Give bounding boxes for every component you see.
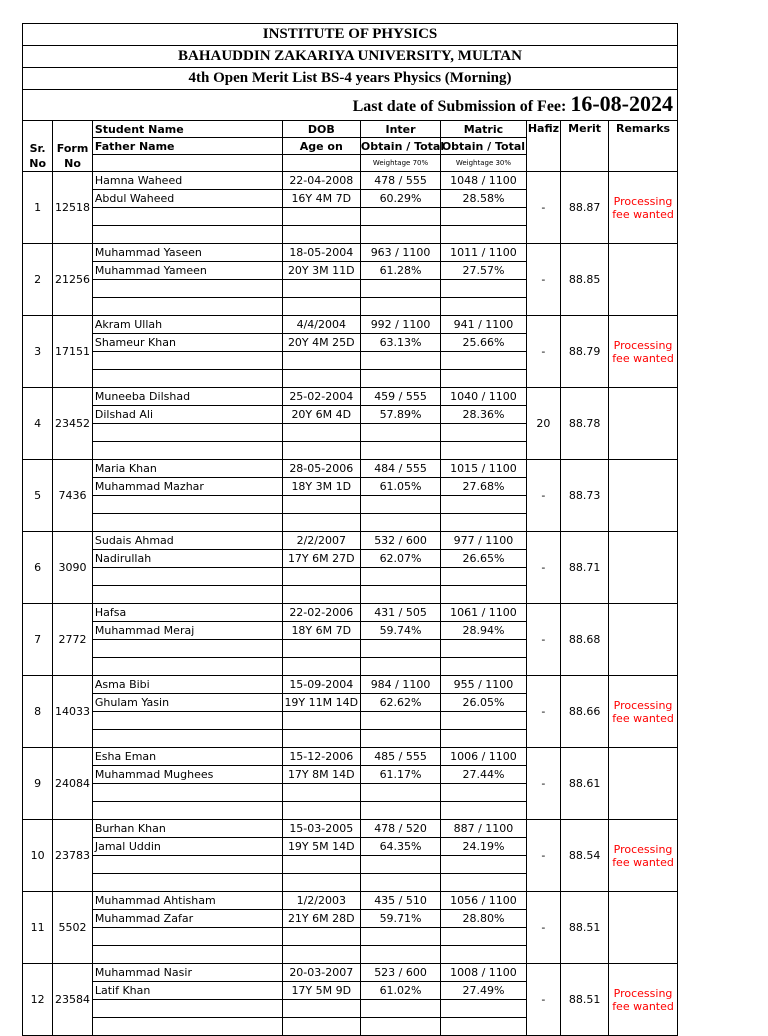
remarks-cell: Processing fee wanted: [609, 172, 678, 244]
merit-cell: 88.73: [561, 460, 609, 532]
remarks-cell: [609, 748, 678, 820]
inter-cell: 523 / 600: [360, 964, 440, 982]
sr-cell: 12: [23, 964, 53, 1036]
form-cell: 21256: [53, 244, 93, 316]
table-row: [23, 964, 678, 982]
student-name-cell: Akram Ullah: [92, 316, 282, 334]
sr-cell: 5: [23, 460, 53, 532]
age-cell: 17Y 6M 27D: [282, 550, 360, 568]
remarks-cell: Processing fee wanted: [609, 316, 678, 388]
matric-percent-cell: 27.44%: [441, 766, 527, 784]
matric-weightage: Weightage 30%: [441, 155, 527, 172]
inter-percent-cell: 62.62%: [360, 694, 440, 712]
father-name-cell: Nadirullah: [92, 550, 282, 568]
hafiz-cell: -: [526, 532, 560, 604]
sr-cell: 6: [23, 532, 53, 604]
form-cell: 12518: [53, 172, 93, 244]
age-cell: 16Y 4M 7D: [282, 190, 360, 208]
merit-cell: 88.79: [561, 316, 609, 388]
merit-list-sheet: [22, 23, 678, 1013]
inter-percent-cell: 59.71%: [360, 910, 440, 928]
hafiz-cell: -: [526, 316, 560, 388]
form-cell: 2772: [53, 604, 93, 676]
father-name-cell: Latif Khan: [92, 982, 282, 1000]
matric-cell: 1048 / 1100: [441, 172, 527, 190]
inter-percent-cell: 61.02%: [360, 982, 440, 1000]
merit-cell: 88.54: [561, 820, 609, 892]
age-cell: 20Y 6M 4D: [282, 406, 360, 424]
sr-cell: 7: [23, 604, 53, 676]
col-hafiz-header: Hafiz: [526, 121, 560, 172]
inter-weightage: Weightage 70%: [360, 155, 440, 172]
list-title: 4th Open Merit List BS-4 years Physics (Morning): [23, 68, 678, 90]
dob-cell: 2/2/2007: [282, 532, 360, 550]
col-matric-sub-header: Obtain / Total: [441, 139, 526, 153]
form-cell: 14033: [53, 676, 93, 748]
table-row: [23, 244, 678, 262]
dob-cell: 22-02-2006: [282, 604, 360, 622]
dob-cell: 20-03-2007: [282, 964, 360, 982]
dob-cell: 15-03-2005: [282, 820, 360, 838]
father-name-cell: Muhammad Mughees: [92, 766, 282, 784]
form-cell: 23452: [53, 388, 93, 460]
dob-cell: 28-05-2006: [282, 460, 360, 478]
col-father-header: Father Name: [92, 138, 282, 155]
age-cell: 17Y 5M 9D: [282, 982, 360, 1000]
matric-percent-cell: 28.94%: [441, 622, 527, 640]
father-name-cell: Abdul Waheed: [92, 190, 282, 208]
student-name-cell: Esha Eman: [92, 748, 282, 766]
inter-cell: 431 / 505: [360, 604, 440, 622]
col-inter-sub-header: Obtain / Total: [360, 139, 445, 153]
table-row: [23, 676, 678, 694]
matric-percent-cell: 28.36%: [441, 406, 527, 424]
form-cell: 3090: [53, 532, 93, 604]
merit-cell: 88.71: [561, 532, 609, 604]
dob-cell: 1/2/2003: [282, 892, 360, 910]
dob-cell: 18-05-2004: [282, 244, 360, 262]
student-name-cell: Asma Bibi: [92, 676, 282, 694]
merit-cell: 88.66: [561, 676, 609, 748]
inter-percent-cell: 57.89%: [360, 406, 440, 424]
inter-cell: 478 / 520: [360, 820, 440, 838]
col-age-header: Age on: [282, 138, 360, 155]
father-name-cell: Muhammad Zafar: [92, 910, 282, 928]
col-student-header: Student Name: [92, 121, 282, 138]
matric-cell: 1015 / 1100: [441, 460, 527, 478]
matric-cell: 1040 / 1100: [441, 388, 527, 406]
matric-cell: 1006 / 1100: [441, 748, 527, 766]
dob-cell: 25-02-2004: [282, 388, 360, 406]
remarks-cell: [609, 604, 678, 676]
inter-cell: 485 / 555: [360, 748, 440, 766]
col-inter-header: Inter: [360, 121, 440, 138]
remarks-cell: [609, 244, 678, 316]
father-name-cell: Muhammad Yameen: [92, 262, 282, 280]
matric-cell: 941 / 1100: [441, 316, 527, 334]
institute-title: INSTITUTE OF PHYSICS: [23, 24, 678, 46]
matric-cell: 955 / 1100: [441, 676, 527, 694]
dob-cell: 4/4/2004: [282, 316, 360, 334]
university-title: BAHAUDDIN ZAKARIYA UNIVERSITY, MULTAN: [23, 46, 678, 68]
inter-cell: 532 / 600: [360, 532, 440, 550]
sr-cell: 10: [23, 820, 53, 892]
sr-cell: 4: [23, 388, 53, 460]
father-name-cell: Muhammad Meraj: [92, 622, 282, 640]
sr-cell: 3: [23, 316, 53, 388]
hafiz-cell: -: [526, 820, 560, 892]
hafiz-cell: 20: [526, 388, 560, 460]
matric-percent-cell: 28.80%: [441, 910, 527, 928]
matric-percent-cell: 27.57%: [441, 262, 527, 280]
inter-cell: 435 / 510: [360, 892, 440, 910]
remarks-cell: [609, 460, 678, 532]
col-dob-header: DOB: [282, 121, 360, 138]
student-name-cell: Muhammad Nasir: [92, 964, 282, 982]
inter-percent-cell: 61.17%: [360, 766, 440, 784]
matric-cell: 887 / 1100: [441, 820, 527, 838]
form-cell: 23783: [53, 820, 93, 892]
age-cell: 19Y 11M 14D: [282, 694, 360, 712]
merit-cell: 88.61: [561, 748, 609, 820]
age-cell: 18Y 6M 7D: [282, 622, 360, 640]
table-row: [23, 172, 678, 190]
merit-cell: 88.68: [561, 604, 609, 676]
inter-cell: 992 / 1100: [360, 316, 440, 334]
father-name-cell: Muhammad Mazhar: [92, 478, 282, 496]
col-merit-header: Merit: [561, 121, 609, 172]
inter-cell: 459 / 555: [360, 388, 440, 406]
age-cell: 17Y 8M 14D: [282, 766, 360, 784]
table-row: [23, 316, 678, 334]
student-name-cell: Burhan Khan: [92, 820, 282, 838]
hafiz-cell: -: [526, 244, 560, 316]
table-row: [23, 748, 678, 766]
student-name-cell: Muhammad Ahtisham: [92, 892, 282, 910]
matric-percent-cell: 27.68%: [441, 478, 527, 496]
inter-percent-cell: 60.29%: [360, 190, 440, 208]
age-cell: 21Y 6M 28D: [282, 910, 360, 928]
matric-cell: 1011 / 1100: [441, 244, 527, 262]
table-row: [23, 388, 678, 406]
fee-label: Last date of Submission of Fee:: [352, 98, 567, 115]
sr-cell: 2: [23, 244, 53, 316]
inter-percent-cell: 63.13%: [360, 334, 440, 352]
age-cell: 18Y 3M 1D: [282, 478, 360, 496]
matric-percent-cell: 24.19%: [441, 838, 527, 856]
student-name-cell: Muhammad Yaseen: [92, 244, 282, 262]
matric-percent-cell: 26.65%: [441, 550, 527, 568]
form-cell: 17151: [53, 316, 93, 388]
remarks-cell: Processing fee wanted: [609, 964, 678, 1036]
age-cell: 20Y 3M 11D: [282, 262, 360, 280]
remarks-cell: [609, 892, 678, 964]
hafiz-cell: -: [526, 460, 560, 532]
age-cell: 20Y 4M 25D: [282, 334, 360, 352]
hafiz-cell: -: [526, 676, 560, 748]
col-sr-header: Sr. No: [23, 121, 53, 172]
father-name-cell: Jamal Uddin: [92, 838, 282, 856]
col-matric-header: Matric: [441, 121, 527, 138]
matric-percent-cell: 26.05%: [441, 694, 527, 712]
inter-percent-cell: 59.74%: [360, 622, 440, 640]
student-name-cell: Maria Khan: [92, 460, 282, 478]
col-remarks-header: Remarks: [609, 121, 678, 172]
inter-percent-cell: 61.05%: [360, 478, 440, 496]
sr-cell: 1: [23, 172, 53, 244]
form-cell: 24084: [53, 748, 93, 820]
matric-percent-cell: 27.49%: [441, 982, 527, 1000]
hafiz-cell: -: [526, 748, 560, 820]
sr-cell: 9: [23, 748, 53, 820]
fee-deadline: [23, 90, 678, 121]
col-form-header: Form No: [53, 121, 93, 172]
father-name-cell: Ghulam Yasin: [92, 694, 282, 712]
age-cell: 19Y 5M 14D: [282, 838, 360, 856]
merit-cell: 88.87: [561, 172, 609, 244]
sr-cell: 11: [23, 892, 53, 964]
student-name-cell: Hamna Waheed: [92, 172, 282, 190]
student-name-cell: Sudais Ahmad: [92, 532, 282, 550]
table-row: [23, 820, 678, 838]
inter-percent-cell: 61.28%: [360, 262, 440, 280]
fee-date: 16-08-2024: [570, 91, 673, 116]
remarks-cell: [609, 388, 678, 460]
merit-cell: 88.51: [561, 892, 609, 964]
sr-cell: 8: [23, 676, 53, 748]
father-name-cell: Dilshad Ali: [92, 406, 282, 424]
dob-cell: 15-12-2006: [282, 748, 360, 766]
matric-cell: 1008 / 1100: [441, 964, 527, 982]
inter-cell: 478 / 555: [360, 172, 440, 190]
matric-cell: 1061 / 1100: [441, 604, 527, 622]
remarks-cell: Processing fee wanted: [609, 820, 678, 892]
student-name-cell: Hafsa: [92, 604, 282, 622]
inter-cell: 984 / 1100: [360, 676, 440, 694]
father-name-cell: Shameur Khan: [92, 334, 282, 352]
dob-cell: 15-09-2004: [282, 676, 360, 694]
hafiz-cell: -: [526, 964, 560, 1036]
inter-cell: 963 / 1100: [360, 244, 440, 262]
form-cell: 7436: [53, 460, 93, 532]
matric-percent-cell: 28.58%: [441, 190, 527, 208]
merit-cell: 88.51: [561, 964, 609, 1036]
hafiz-cell: -: [526, 604, 560, 676]
matric-percent-cell: 25.66%: [441, 334, 527, 352]
student-name-cell: Muneeba Dilshad: [92, 388, 282, 406]
matric-cell: 977 / 1100: [441, 532, 527, 550]
dob-cell: 22-04-2008: [282, 172, 360, 190]
remarks-cell: Processing fee wanted: [609, 676, 678, 748]
merit-list-table: [22, 23, 678, 1036]
form-cell: 23584: [53, 964, 93, 1036]
table-row: [23, 892, 678, 910]
inter-percent-cell: 64.35%: [360, 838, 440, 856]
table-row: [23, 460, 678, 478]
table-row: [23, 532, 678, 550]
table-row: [23, 604, 678, 622]
form-cell: 5502: [53, 892, 93, 964]
remarks-cell: [609, 532, 678, 604]
inter-cell: 484 / 555: [360, 460, 440, 478]
matric-cell: 1056 / 1100: [441, 892, 527, 910]
inter-percent-cell: 62.07%: [360, 550, 440, 568]
hafiz-cell: -: [526, 892, 560, 964]
merit-cell: 88.78: [561, 388, 609, 460]
merit-cell: 88.85: [561, 244, 609, 316]
hafiz-cell: -: [526, 172, 560, 244]
